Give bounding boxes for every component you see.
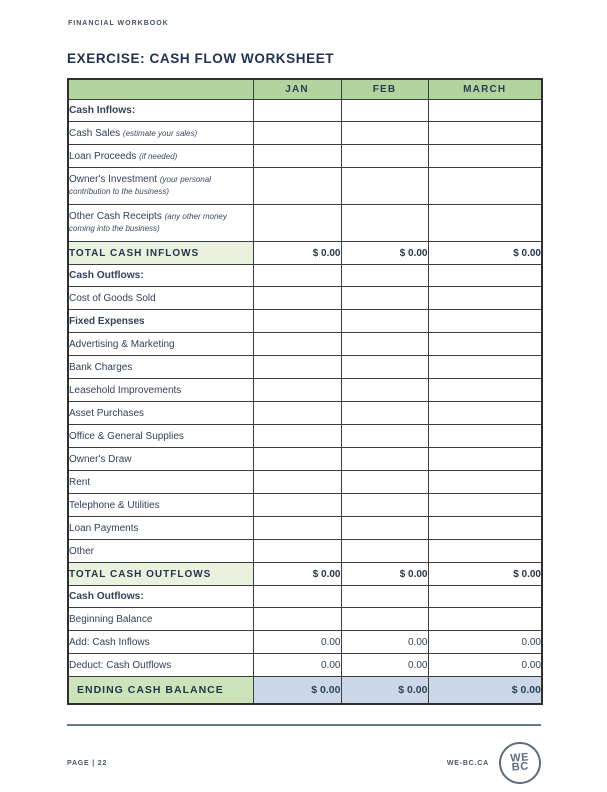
row-note: (your personal contribution to the business) bbox=[69, 175, 211, 196]
cell-feb bbox=[341, 145, 428, 168]
table-row bbox=[68, 333, 542, 356]
cell-march bbox=[428, 448, 542, 471]
row-label: Add: Cash Inflows bbox=[68, 631, 253, 654]
table-row bbox=[68, 586, 542, 608]
row-label: Cash Inflows: bbox=[68, 100, 253, 122]
row-label: Bank Charges bbox=[68, 356, 253, 379]
cell-march: $ 0.00 bbox=[428, 677, 542, 705]
cell-jan: 0.00 bbox=[253, 631, 341, 654]
cell-march bbox=[428, 145, 542, 168]
cell-march bbox=[428, 265, 542, 287]
webc-logo: WE BC bbox=[498, 741, 543, 786]
cell-feb bbox=[341, 471, 428, 494]
cell-jan bbox=[253, 471, 341, 494]
cell-march bbox=[428, 100, 542, 122]
table-row bbox=[68, 631, 542, 654]
document-header: FINANCIAL WORKBOOK bbox=[68, 20, 169, 27]
row-label: Loan Payments bbox=[68, 517, 253, 540]
cell-march bbox=[428, 608, 542, 631]
cell-feb bbox=[341, 333, 428, 356]
row-label: Advertising & Marketing bbox=[68, 333, 253, 356]
cell-march: $ 0.00 bbox=[428, 563, 542, 586]
table-row bbox=[68, 287, 542, 310]
total-cash-inflows-row bbox=[68, 242, 542, 265]
table-row bbox=[68, 356, 542, 379]
cell-jan bbox=[253, 168, 341, 205]
table-row bbox=[68, 379, 542, 402]
table-row bbox=[68, 145, 542, 168]
row-label: Office & General Supplies bbox=[68, 425, 253, 448]
cell-feb bbox=[341, 517, 428, 540]
cell-feb bbox=[341, 310, 428, 333]
table-row bbox=[68, 310, 542, 333]
cell-jan bbox=[253, 145, 341, 168]
cell-jan bbox=[253, 494, 341, 517]
cell-feb: 0.00 bbox=[341, 631, 428, 654]
cell-feb bbox=[341, 494, 428, 517]
cell-jan bbox=[253, 540, 341, 563]
cell-feb bbox=[341, 402, 428, 425]
row-label: Fixed Expenses bbox=[68, 310, 253, 333]
cell-jan: $ 0.00 bbox=[253, 563, 341, 586]
row-label: Leasehold Improvements bbox=[68, 379, 253, 402]
cell-feb bbox=[341, 205, 428, 242]
cell-jan bbox=[253, 287, 341, 310]
page-title: EXERCISE: CASH FLOW WORKSHEET bbox=[67, 51, 335, 66]
cell-feb bbox=[341, 425, 428, 448]
row-note: (if needed) bbox=[139, 151, 178, 161]
cell-feb: $ 0.00 bbox=[341, 677, 428, 705]
row-label: Beginning Balance bbox=[68, 608, 253, 631]
column-header-march: MARCH bbox=[428, 79, 542, 100]
row-label: Other bbox=[68, 540, 253, 563]
row-label: Owner's Investment (your personal contribution to the business) bbox=[68, 168, 253, 205]
cell-jan: 0.00 bbox=[253, 654, 341, 677]
row-label: TOTAL CASH INFLOWS bbox=[68, 242, 253, 265]
table-row bbox=[68, 471, 542, 494]
cell-feb: 0.00 bbox=[341, 654, 428, 677]
table-row bbox=[68, 448, 542, 471]
cell-feb bbox=[341, 586, 428, 608]
cell-jan bbox=[253, 122, 341, 145]
cell-march bbox=[428, 379, 542, 402]
cell-march bbox=[428, 122, 542, 145]
cell-march bbox=[428, 168, 542, 205]
cell-feb bbox=[341, 356, 428, 379]
cell-march: $ 0.00 bbox=[428, 242, 542, 265]
column-header-jan: JAN bbox=[253, 79, 341, 100]
row-label: Cash Sales (estimate your sales) bbox=[68, 122, 253, 145]
row-label: Asset Purchases bbox=[68, 402, 253, 425]
cell-jan bbox=[253, 333, 341, 356]
row-label: Other Cash Receipts (any other money coming into the business) bbox=[68, 205, 253, 242]
cell-jan bbox=[253, 608, 341, 631]
cell-jan bbox=[253, 205, 341, 242]
cell-feb bbox=[341, 448, 428, 471]
row-label: ENDING CASH BALANCE bbox=[68, 677, 253, 705]
ending-cash-balance-row bbox=[68, 677, 542, 705]
cell-jan: $ 0.00 bbox=[253, 242, 341, 265]
row-label: Owner's Draw bbox=[68, 448, 253, 471]
row-note: (any other money coming into the business) bbox=[69, 212, 227, 233]
row-label: Telephone & Utilities bbox=[68, 494, 253, 517]
cell-jan bbox=[253, 586, 341, 608]
footer-divider bbox=[67, 724, 541, 726]
cell-jan bbox=[253, 517, 341, 540]
total-cash-outflows-row bbox=[68, 563, 542, 586]
cell-march bbox=[428, 586, 542, 608]
cell-march bbox=[428, 205, 542, 242]
cell-march bbox=[428, 517, 542, 540]
table-row bbox=[68, 654, 542, 677]
cell-feb bbox=[341, 287, 428, 310]
cell-feb bbox=[341, 608, 428, 631]
table-row bbox=[68, 425, 542, 448]
table-header-row bbox=[68, 79, 542, 100]
cell-feb bbox=[341, 100, 428, 122]
cell-march: 0.00 bbox=[428, 631, 542, 654]
cell-jan bbox=[253, 310, 341, 333]
cell-jan bbox=[253, 379, 341, 402]
cash-flow-worksheet-table bbox=[67, 78, 543, 705]
cell-march bbox=[428, 333, 542, 356]
row-label: Cash Outflows: bbox=[68, 265, 253, 287]
cell-march bbox=[428, 287, 542, 310]
table-row bbox=[68, 608, 542, 631]
cell-jan: $ 0.00 bbox=[253, 677, 341, 705]
cell-jan bbox=[253, 356, 341, 379]
cell-feb bbox=[341, 379, 428, 402]
cell-feb bbox=[341, 265, 428, 287]
cell-march bbox=[428, 540, 542, 563]
table-row bbox=[68, 517, 542, 540]
cell-feb bbox=[341, 122, 428, 145]
cell-march bbox=[428, 310, 542, 333]
cell-jan bbox=[253, 402, 341, 425]
table-row bbox=[68, 540, 542, 563]
table-row bbox=[68, 205, 542, 242]
cell-feb: $ 0.00 bbox=[341, 242, 428, 265]
cell-march bbox=[428, 494, 542, 517]
cell-jan bbox=[253, 100, 341, 122]
table-row bbox=[68, 100, 542, 122]
row-label: Cash Outflows: bbox=[68, 586, 253, 608]
cell-march bbox=[428, 425, 542, 448]
page-footer bbox=[67, 724, 541, 784]
row-label: Deduct: Cash Outflows bbox=[68, 654, 253, 677]
page-number: PAGE | 22 bbox=[67, 759, 108, 767]
row-label: Loan Proceeds (if needed) bbox=[68, 145, 253, 168]
cell-march: 0.00 bbox=[428, 654, 542, 677]
table-row bbox=[68, 265, 542, 287]
table-row bbox=[68, 494, 542, 517]
row-note: (estimate your sales) bbox=[122, 128, 198, 138]
column-header-blank bbox=[68, 79, 253, 100]
row-label: Cost of Goods Sold bbox=[68, 287, 253, 310]
cell-jan bbox=[253, 265, 341, 287]
cell-feb bbox=[341, 540, 428, 563]
row-label: TOTAL CASH OUTFLOWS bbox=[68, 563, 253, 586]
cell-march bbox=[428, 356, 542, 379]
table-row bbox=[68, 168, 542, 205]
table-row bbox=[68, 402, 542, 425]
cell-feb: $ 0.00 bbox=[341, 563, 428, 586]
cell-jan bbox=[253, 448, 341, 471]
cell-march bbox=[428, 402, 542, 425]
website-url: WE-BC.CA bbox=[446, 759, 489, 767]
cell-feb bbox=[341, 168, 428, 205]
cell-jan bbox=[253, 425, 341, 448]
row-label: Rent bbox=[68, 471, 253, 494]
cell-march bbox=[428, 471, 542, 494]
column-header-feb: FEB bbox=[341, 79, 428, 100]
table-row bbox=[68, 122, 542, 145]
